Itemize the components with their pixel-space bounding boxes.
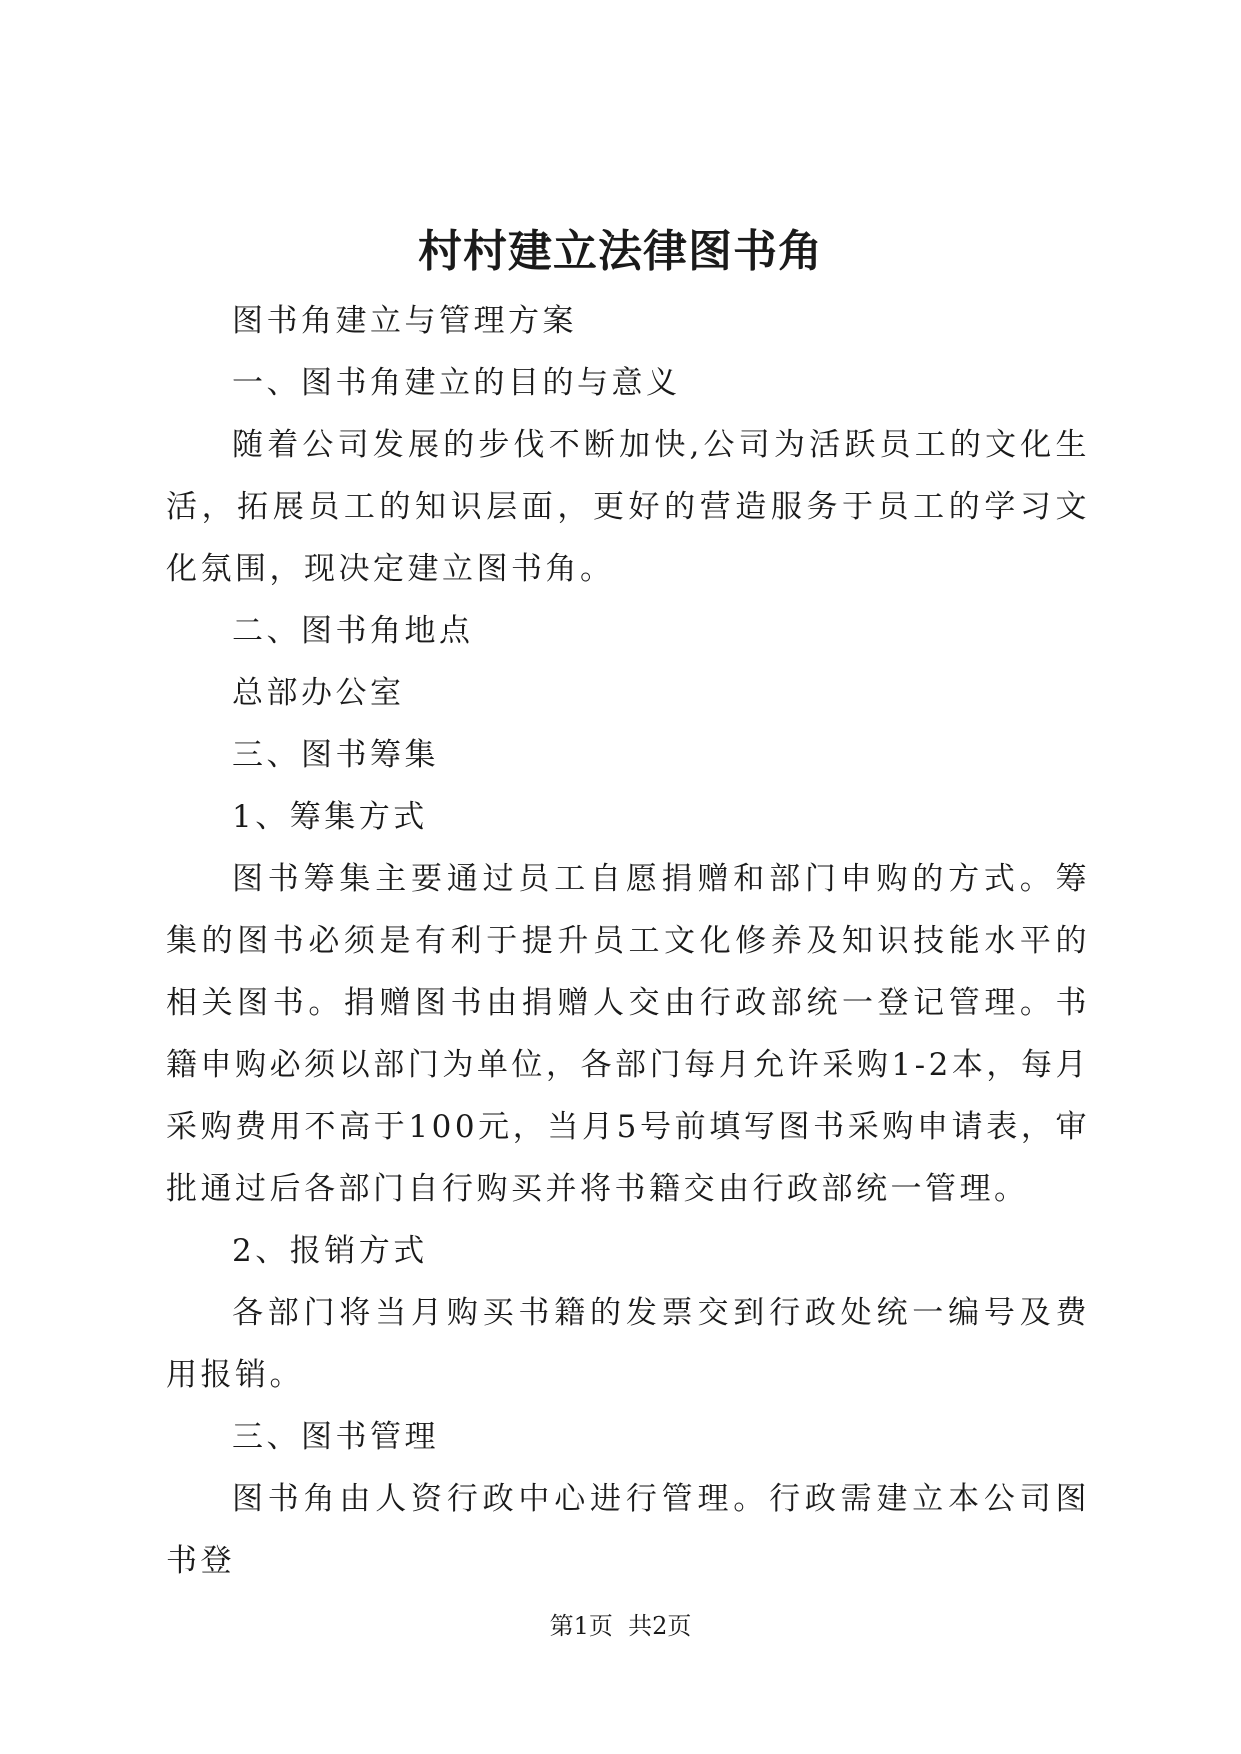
paragraph-reimbursement: 各部门将当月购买书籍的发票交到行政处统一编号及费用报销。 [166, 1295, 1090, 1393]
page-footer [0, 1610, 1241, 1642]
paragraph-collection-method: 图书筹集主要通过员工自愿捐赠和部门申购的方式。筹集的图书必须是有利于提升员工文化修养及知识技能水平的相关图书。捐赠图书由捐赠人交由行政部统一登记管理。书籍申购必须以部门为单位，各部门每月允许采购1-2本，每月采购费用不高于100元，当月5号前填写图书采购申请表，审批通过后各部门自行购买并将书籍交由行政部统一管理。 [166, 861, 1090, 1207]
document-body [166, 290, 1090, 1592]
paragraph-location: 总部办公室 [232, 675, 405, 711]
paragraph-plan-title: 图书角建立与管理方案 [232, 303, 577, 339]
section-heading-purpose: 一、图书角建立的目的与意义 [232, 365, 681, 401]
page-number: 第1页 共2页 [549, 1612, 692, 1640]
section-heading-location: 二、图书角地点 [232, 613, 474, 649]
section-heading-management: 三、图书管理 [232, 1419, 439, 1455]
subheading-collection-method: 1、筹集方式 [232, 799, 428, 835]
paragraph-purpose: 随着公司发展的步伐不断加快,公司为活跃员工的文化生活，拓展员工的知识层面，更好的营造服务于员工的学习文化氛围，现决定建立图书角。 [166, 427, 1090, 587]
paragraph-management: 图书角由人资行政中心进行管理。行政需建立本公司图书登 [166, 1481, 1090, 1579]
section-heading-collection: 三、图书筹集 [232, 737, 439, 773]
document-title: 村村建立法律图书角 [418, 226, 823, 277]
subheading-reimbursement: 2、报销方式 [232, 1233, 428, 1269]
